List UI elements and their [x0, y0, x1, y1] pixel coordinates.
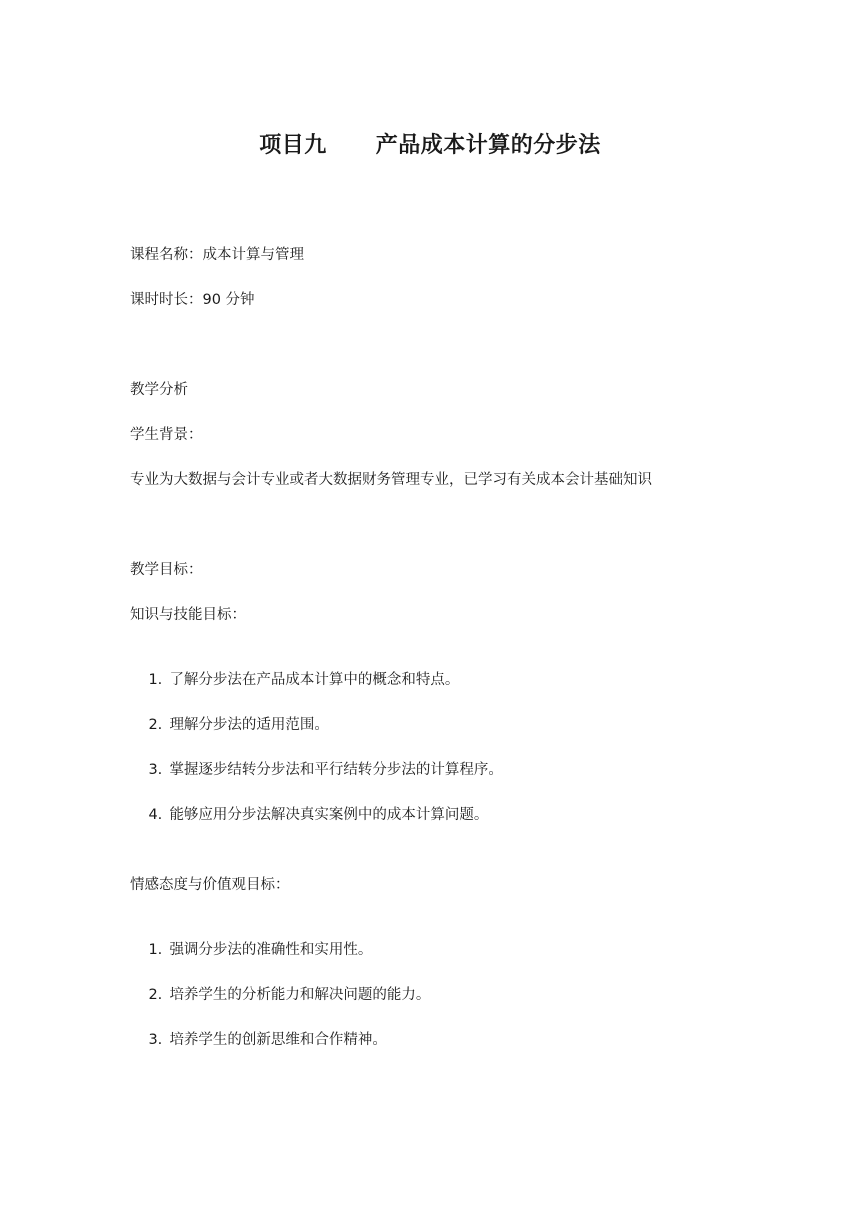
knowledge-goals-heading: 知识与技能目标：	[130, 607, 246, 623]
course-duration: 课时时长：90 分钟	[130, 292, 255, 308]
student-background-text: 专业为大数据与会计专业或者大数据财务管理专业，已学习有关成本会计基础知识	[130, 472, 652, 488]
list-item-text: 培养学生的分析能力和解决问题的能力。	[169, 987, 431, 1003]
list-number: 2.	[148, 987, 163, 1003]
list-item-text: 培养学生的创新思维和合作精神。	[169, 1032, 387, 1048]
list-number: 1.	[148, 942, 163, 958]
student-background-heading: 学生背景：	[130, 427, 203, 443]
goals-heading: 教学目标：	[130, 562, 203, 578]
course-name: 课程名称：成本计算与管理	[130, 247, 304, 263]
list-item-text: 掌握逐步结转分步法和平行结转分步法的计算程序。	[169, 762, 503, 778]
document-title: 项目九 产品成本计算的分步法	[259, 133, 601, 158]
list-number: 2.	[148, 717, 163, 733]
analysis-heading: 教学分析	[130, 382, 188, 398]
list-item-text: 能够应用分步法解决真实案例中的成本计算问题。	[169, 807, 489, 823]
attitude-goals-heading: 情感态度与价值观目标：	[130, 877, 290, 893]
attitude-goal-item	[130, 1010, 387, 1070]
knowledge-goal-item	[130, 785, 488, 845]
list-number: 3.	[148, 762, 163, 778]
list-number: 4.	[148, 807, 163, 823]
list-number: 1.	[148, 672, 163, 688]
list-number: 3.	[148, 1032, 163, 1048]
list-item-text: 强调分步法的准确性和实用性。	[169, 942, 373, 958]
list-item-text: 了解分步法在产品成本计算中的概念和特点。	[169, 672, 460, 688]
list-item-text: 理解分步法的适用范围。	[169, 717, 329, 733]
